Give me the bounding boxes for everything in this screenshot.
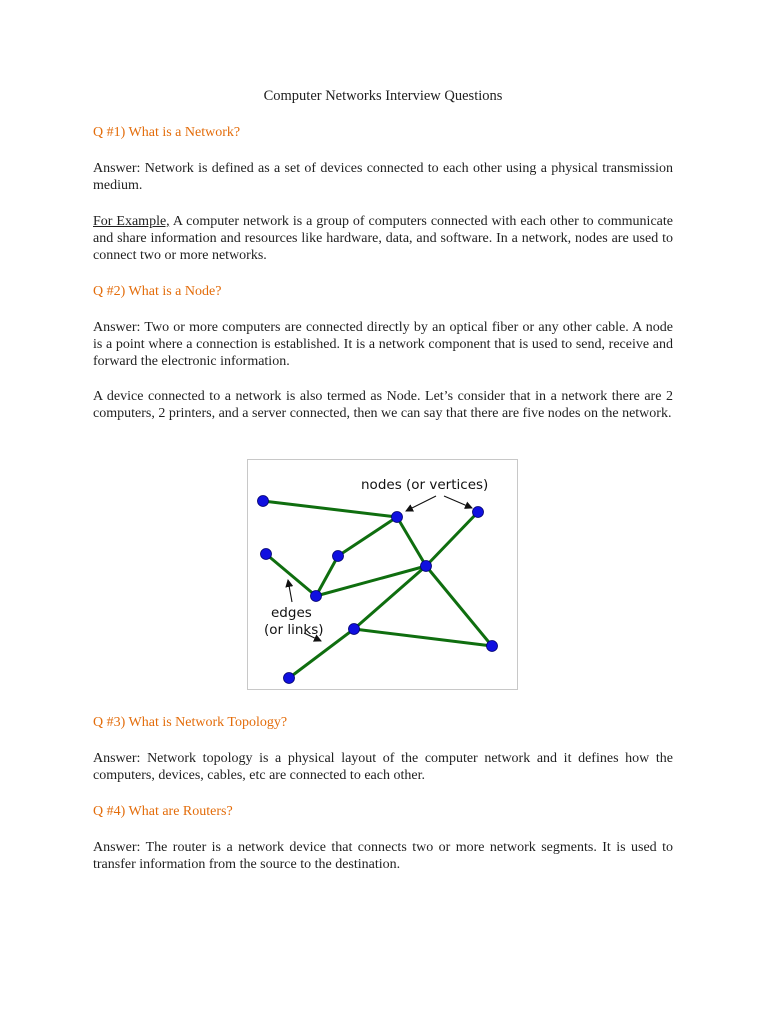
graph-nodes — [258, 496, 498, 684]
graph-node — [421, 561, 432, 572]
graph-node — [487, 641, 498, 652]
graph-node — [258, 496, 269, 507]
graph-edge — [263, 501, 397, 517]
graph-edge — [426, 566, 492, 646]
question-4-heading: Q #4) What are Routers? — [93, 804, 233, 819]
edges-arrow-up — [288, 580, 292, 602]
question-1-heading: Q #1) What is a Network? — [93, 125, 241, 140]
edges-label: edges — [271, 605, 312, 621]
question-1-example — [93, 213, 673, 264]
graph-edge — [338, 517, 397, 556]
edges-label-sub: (or links) — [264, 622, 324, 638]
network-graph — [248, 460, 519, 691]
graph-edges — [263, 501, 492, 678]
graph-edge — [397, 517, 426, 566]
graph-edge — [426, 512, 478, 566]
graph-node — [261, 549, 272, 560]
network-graph-figure — [247, 459, 518, 690]
graph-node — [284, 673, 295, 684]
nodes-arrow-left — [406, 496, 436, 511]
question-3-heading: Q #3) What is Network Topology? — [93, 715, 288, 730]
nodes-label: nodes (or vertices) — [361, 477, 489, 493]
question-2-extra: A device connected to a network is also termed as Node. Let’s consider that in a network there are 2 computers, 2 printers, and a server connected, then we can say that there are five nodes on the network. — [93, 389, 673, 421]
question-2-heading: Q #2) What is a Node? — [93, 284, 222, 299]
graph-edge — [354, 629, 492, 646]
question-3-answer: Answer: Network topology is a physical layout of the computer network and it defines how the computers, devices, cables, etc are connected to each other. — [93, 751, 673, 783]
graph-node — [392, 512, 403, 523]
annotation-arrows — [288, 496, 472, 641]
graph-node — [349, 624, 360, 635]
question-1-answer: Answer: Network is defined as a set of devices connected to each other using a physical transmission medium. — [93, 161, 673, 193]
nodes-arrow-right — [444, 496, 472, 508]
graph-node — [311, 591, 322, 602]
question-4-answer: Answer: The router is a network device that connects two or more network segments. It is used to transfer information from the source to the destination. — [93, 840, 673, 872]
question-2-answer: Answer: Two or more computers are connected directly by an optical fiber or any other cable. A node is a point where a connection is established. It is a network component that is used to send, receive and forward the electronic information. — [93, 320, 673, 369]
graph-edge — [266, 554, 316, 596]
example-label: For Example, — [93, 214, 170, 229]
example-text: A computer network is a group of computers connected with each other to communicate and share information and resources like hardware, data, and software. In a network, nodes are used to connect two or more networks. — [93, 214, 673, 263]
graph-node — [473, 507, 484, 518]
page-title: Computer Networks Interview Questions — [263, 88, 503, 104]
graph-node — [333, 551, 344, 562]
